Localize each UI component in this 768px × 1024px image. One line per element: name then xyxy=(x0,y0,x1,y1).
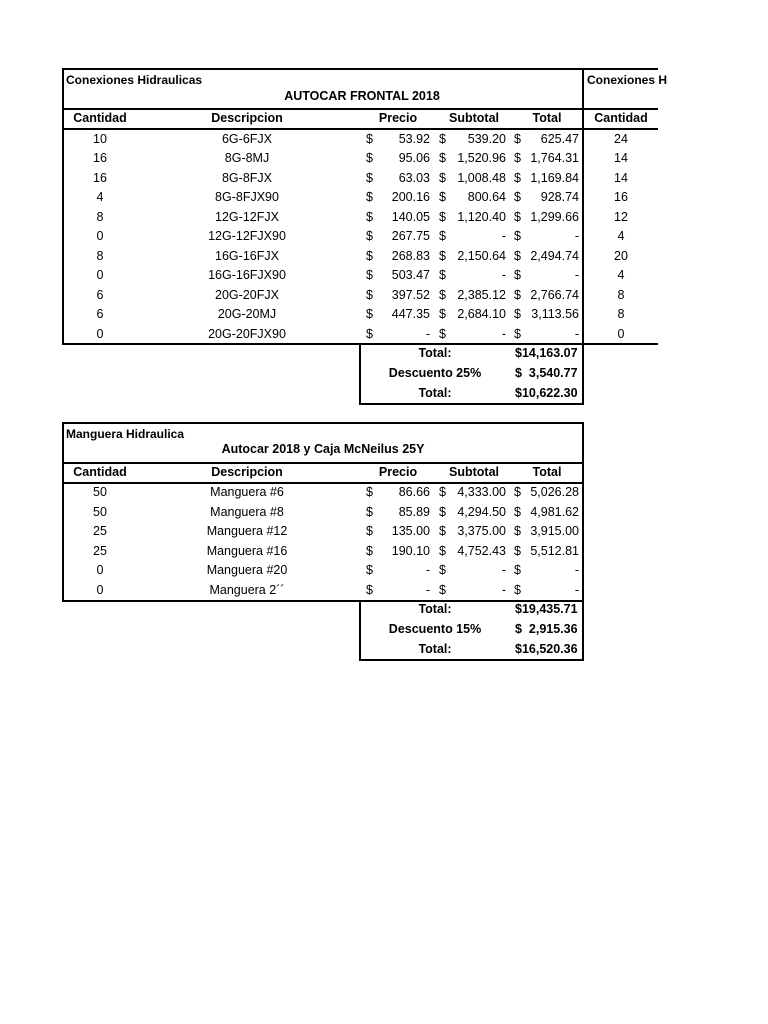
row-description: 16G-16FJX90 xyxy=(208,268,286,282)
row-qty: 0 xyxy=(96,563,104,577)
currency-symbol: $ xyxy=(514,582,521,597)
summary-label: Descuento 25% xyxy=(388,365,482,380)
row-subtotal: 1,520.96 xyxy=(457,151,506,165)
row-total: 3,113.56 xyxy=(531,307,579,321)
currency-symbol: $ xyxy=(514,307,521,321)
row-price: 53.92 xyxy=(398,131,430,146)
section2-header-desc: Descripcion xyxy=(211,465,283,479)
row-total: 3,915.00 xyxy=(530,524,579,538)
row-total: - xyxy=(574,582,579,597)
row-total: - xyxy=(574,268,579,282)
row-description: 20G-20FJX xyxy=(215,287,279,302)
section1-header-desc: Descripcion xyxy=(211,111,283,125)
summary-label: Total: xyxy=(418,385,452,400)
summary-value: $14,163.07 xyxy=(515,345,578,360)
row-qty: 0 xyxy=(96,229,104,243)
section1-header-total: Total xyxy=(532,111,562,125)
row-price: 267.75 xyxy=(391,229,430,243)
row-price: 63.03 xyxy=(398,170,430,185)
section2-label: Manguera Hidraulica xyxy=(66,427,185,441)
currency-symbol: $ xyxy=(366,209,373,224)
row-qty: 50 xyxy=(93,485,107,499)
section1-label: Conexiones Hidraulicas xyxy=(66,73,203,87)
row-description: Manguera #20 xyxy=(206,563,288,577)
row-total: 5,512.81 xyxy=(530,543,579,558)
row-subtotal: 800.64 xyxy=(467,190,506,204)
currency-symbol: $ xyxy=(514,326,521,341)
row-description: 12G-12FJX xyxy=(215,209,279,224)
row-qty: 14 xyxy=(614,151,628,165)
row-qty: 12 xyxy=(614,209,628,224)
row-qty: 0 xyxy=(96,268,104,282)
currency-symbol: $ xyxy=(439,485,446,499)
row-subtotal: 4,294.50 xyxy=(457,504,506,519)
currency-symbol: $ xyxy=(439,504,446,519)
row-qty: 8 xyxy=(617,307,625,321)
currency-symbol: $ xyxy=(366,563,373,577)
row-qty: 0 xyxy=(96,326,104,341)
row-subtotal: - xyxy=(501,229,506,243)
summary-value: $19,435.71 xyxy=(515,601,578,616)
row-price: - xyxy=(425,582,430,597)
row-qty: 4 xyxy=(96,190,104,204)
row-qty: 50 xyxy=(93,504,107,519)
row-qty: 0 xyxy=(96,582,104,597)
section1-summary-left-border xyxy=(359,343,361,405)
section2-summary-bottom-border xyxy=(359,659,584,661)
row-subtotal: - xyxy=(501,268,506,282)
currency-symbol: $ xyxy=(366,229,373,243)
row-total: 1,169.84 xyxy=(530,170,579,185)
currency-symbol: $ xyxy=(439,131,446,146)
currency-symbol: $ xyxy=(439,190,446,204)
row-description: 6G-6FJX xyxy=(221,131,272,146)
row-price: 85.89 xyxy=(398,504,430,519)
currency-symbol: $ xyxy=(514,170,521,185)
section-right-top-border xyxy=(584,68,658,70)
row-qty: 25 xyxy=(93,543,107,558)
row-total: - xyxy=(574,229,579,243)
currency-symbol: $ xyxy=(439,229,446,243)
currency-symbol: $ xyxy=(366,485,373,499)
row-qty: 10 xyxy=(93,131,107,146)
row-total: 2,494.74 xyxy=(530,248,579,263)
currency-symbol: $ xyxy=(514,563,521,577)
row-subtotal: 3,375.00 xyxy=(457,524,506,538)
section2-header-price: Precio xyxy=(378,465,418,479)
currency-symbol: $ xyxy=(366,287,373,302)
section1-header-price: Precio xyxy=(378,111,418,125)
row-total: 5,026.28 xyxy=(530,485,579,499)
currency-symbol: $ xyxy=(366,326,373,341)
currency-symbol: $ xyxy=(439,268,446,282)
row-total: - xyxy=(574,326,579,341)
section2-summary-left-border xyxy=(359,600,361,661)
section-right-header-qty: Cantidad xyxy=(594,111,648,125)
currency-symbol: $ xyxy=(366,190,373,204)
currency-symbol: $ xyxy=(514,131,521,146)
row-subtotal: 1,008.48 xyxy=(457,170,506,185)
row-price: - xyxy=(425,563,430,577)
section1-header-subtotal: Subtotal xyxy=(449,111,499,125)
currency-symbol: $ xyxy=(514,190,521,204)
row-qty: 8 xyxy=(617,287,625,302)
summary-label: Total: xyxy=(418,641,452,656)
currency-symbol: $ xyxy=(514,229,521,243)
currency-symbol: $ xyxy=(439,543,446,558)
summary-value: $16,520.36 xyxy=(515,641,578,656)
row-qty: 14 xyxy=(614,170,628,185)
row-qty: 16 xyxy=(614,190,628,204)
row-price: 200.16 xyxy=(391,190,430,204)
row-total: 1,764.31 xyxy=(530,151,579,165)
row-qty: 25 xyxy=(93,524,107,538)
currency-symbol: $ xyxy=(514,287,521,302)
currency-symbol: $ xyxy=(514,543,521,558)
section2-header-subtotal: Subtotal xyxy=(449,465,499,479)
currency-symbol: $ xyxy=(514,485,521,499)
row-description: Manguera 2´´ xyxy=(209,582,285,597)
row-price: 95.06 xyxy=(398,151,430,165)
currency-symbol: $ xyxy=(439,209,446,224)
row-description: 20G-20MJ xyxy=(217,307,277,321)
section2-title: Autocar 2018 y Caja McNeilus 25Y xyxy=(221,442,425,456)
row-price: 140.05 xyxy=(391,209,430,224)
row-description: 8G-8FJX90 xyxy=(215,190,279,204)
currency-symbol: $ xyxy=(366,170,373,185)
row-price: - xyxy=(425,326,430,341)
row-description: 12G-12FJX90 xyxy=(208,229,286,243)
currency-symbol: $ xyxy=(439,524,446,538)
row-qty: 0 xyxy=(617,326,625,341)
row-price: 397.52 xyxy=(391,287,430,302)
row-subtotal: 2,385.12 xyxy=(457,287,506,302)
currency-symbol: $ xyxy=(366,524,373,538)
row-qty: 16 xyxy=(93,170,107,185)
row-description: Manguera #16 xyxy=(206,543,288,558)
row-subtotal: 2,150.64 xyxy=(457,248,506,263)
row-price: 86.66 xyxy=(398,485,430,499)
summary-value: $10,622.30 xyxy=(515,385,578,400)
currency-symbol: $ xyxy=(366,248,373,263)
row-subtotal: 1,120.40 xyxy=(457,209,506,224)
currency-symbol: $ xyxy=(366,504,373,519)
currency-symbol: $ xyxy=(514,248,521,263)
row-subtotal: - xyxy=(501,582,506,597)
summary-label: Descuento 15% xyxy=(388,621,482,636)
row-total: 1,299.66 xyxy=(530,209,579,224)
row-qty: 20 xyxy=(614,248,628,263)
row-subtotal: 2,684.10 xyxy=(457,307,506,321)
row-description: 8G-8FJX xyxy=(221,170,272,185)
row-qty: 6 xyxy=(96,307,104,321)
row-price: 135.00 xyxy=(391,524,430,538)
row-qty: 4 xyxy=(617,268,625,282)
currency-symbol: $ xyxy=(439,151,446,165)
section1-summary-bottom-border xyxy=(359,403,584,405)
row-qty: 4 xyxy=(617,229,625,243)
currency-symbol: $ xyxy=(514,268,521,282)
row-total: - xyxy=(574,563,579,577)
currency-symbol: $ xyxy=(366,151,373,165)
currency-symbol: $ xyxy=(439,563,446,577)
row-price: 447.35 xyxy=(391,307,430,321)
row-total: 4,981.62 xyxy=(530,504,579,519)
row-qty: 16 xyxy=(93,151,107,165)
row-total: 2,766.74 xyxy=(530,287,579,302)
section1-header-qty: Cantidad xyxy=(73,111,127,125)
currency-symbol: $ xyxy=(514,209,521,224)
section1-title: AUTOCAR FRONTAL 2018 xyxy=(284,89,440,103)
row-price: 268.83 xyxy=(391,248,430,263)
currency-symbol: $ xyxy=(514,504,521,519)
section-right-label: Conexiones H xyxy=(587,73,668,87)
row-qty: 24 xyxy=(614,131,628,146)
row-qty: 6 xyxy=(96,287,104,302)
row-description: Manguera #6 xyxy=(210,485,284,499)
currency-symbol: $ xyxy=(366,268,373,282)
row-subtotal: - xyxy=(501,563,506,577)
row-description: Manguera #12 xyxy=(206,524,288,538)
row-price: 503.47 xyxy=(391,268,430,282)
row-subtotal: 4,752.43 xyxy=(457,543,506,558)
section2-header-total: Total xyxy=(532,465,562,479)
currency-symbol: $ xyxy=(439,307,446,321)
summary-label: Total: xyxy=(418,345,452,360)
row-description: Manguera #8 xyxy=(210,504,284,519)
currency-symbol: $ xyxy=(366,307,373,321)
currency-symbol: $ xyxy=(514,524,521,538)
currency-symbol: $ xyxy=(366,582,373,597)
row-description: 16G-16FJX xyxy=(215,248,279,263)
currency-symbol: $ xyxy=(439,170,446,185)
summary-value: $ 2,915.36 xyxy=(515,621,578,636)
row-subtotal: - xyxy=(501,326,506,341)
currency-symbol: $ xyxy=(439,582,446,597)
summary-label: Total: xyxy=(418,601,452,616)
section2-header-qty: Cantidad xyxy=(73,465,127,479)
row-total: 625.47 xyxy=(540,131,579,146)
row-total: 928.74 xyxy=(540,190,579,204)
currency-symbol: $ xyxy=(439,326,446,341)
section2-top-border xyxy=(62,422,584,424)
row-description: 8G-8MJ xyxy=(224,151,270,165)
currency-symbol: $ xyxy=(514,151,521,165)
currency-symbol: $ xyxy=(439,248,446,263)
currency-symbol: $ xyxy=(366,131,373,146)
row-qty: 8 xyxy=(96,209,104,224)
section1-top-border xyxy=(62,68,584,70)
summary-value: $ 3,540.77 xyxy=(515,365,578,380)
currency-symbol: $ xyxy=(439,287,446,302)
row-price: 190.10 xyxy=(391,543,430,558)
row-subtotal: 539.20 xyxy=(467,131,506,146)
row-description: 20G-20FJX90 xyxy=(208,326,286,341)
row-qty: 8 xyxy=(96,248,104,263)
currency-symbol: $ xyxy=(366,543,373,558)
row-subtotal: 4,333.00 xyxy=(457,485,506,499)
